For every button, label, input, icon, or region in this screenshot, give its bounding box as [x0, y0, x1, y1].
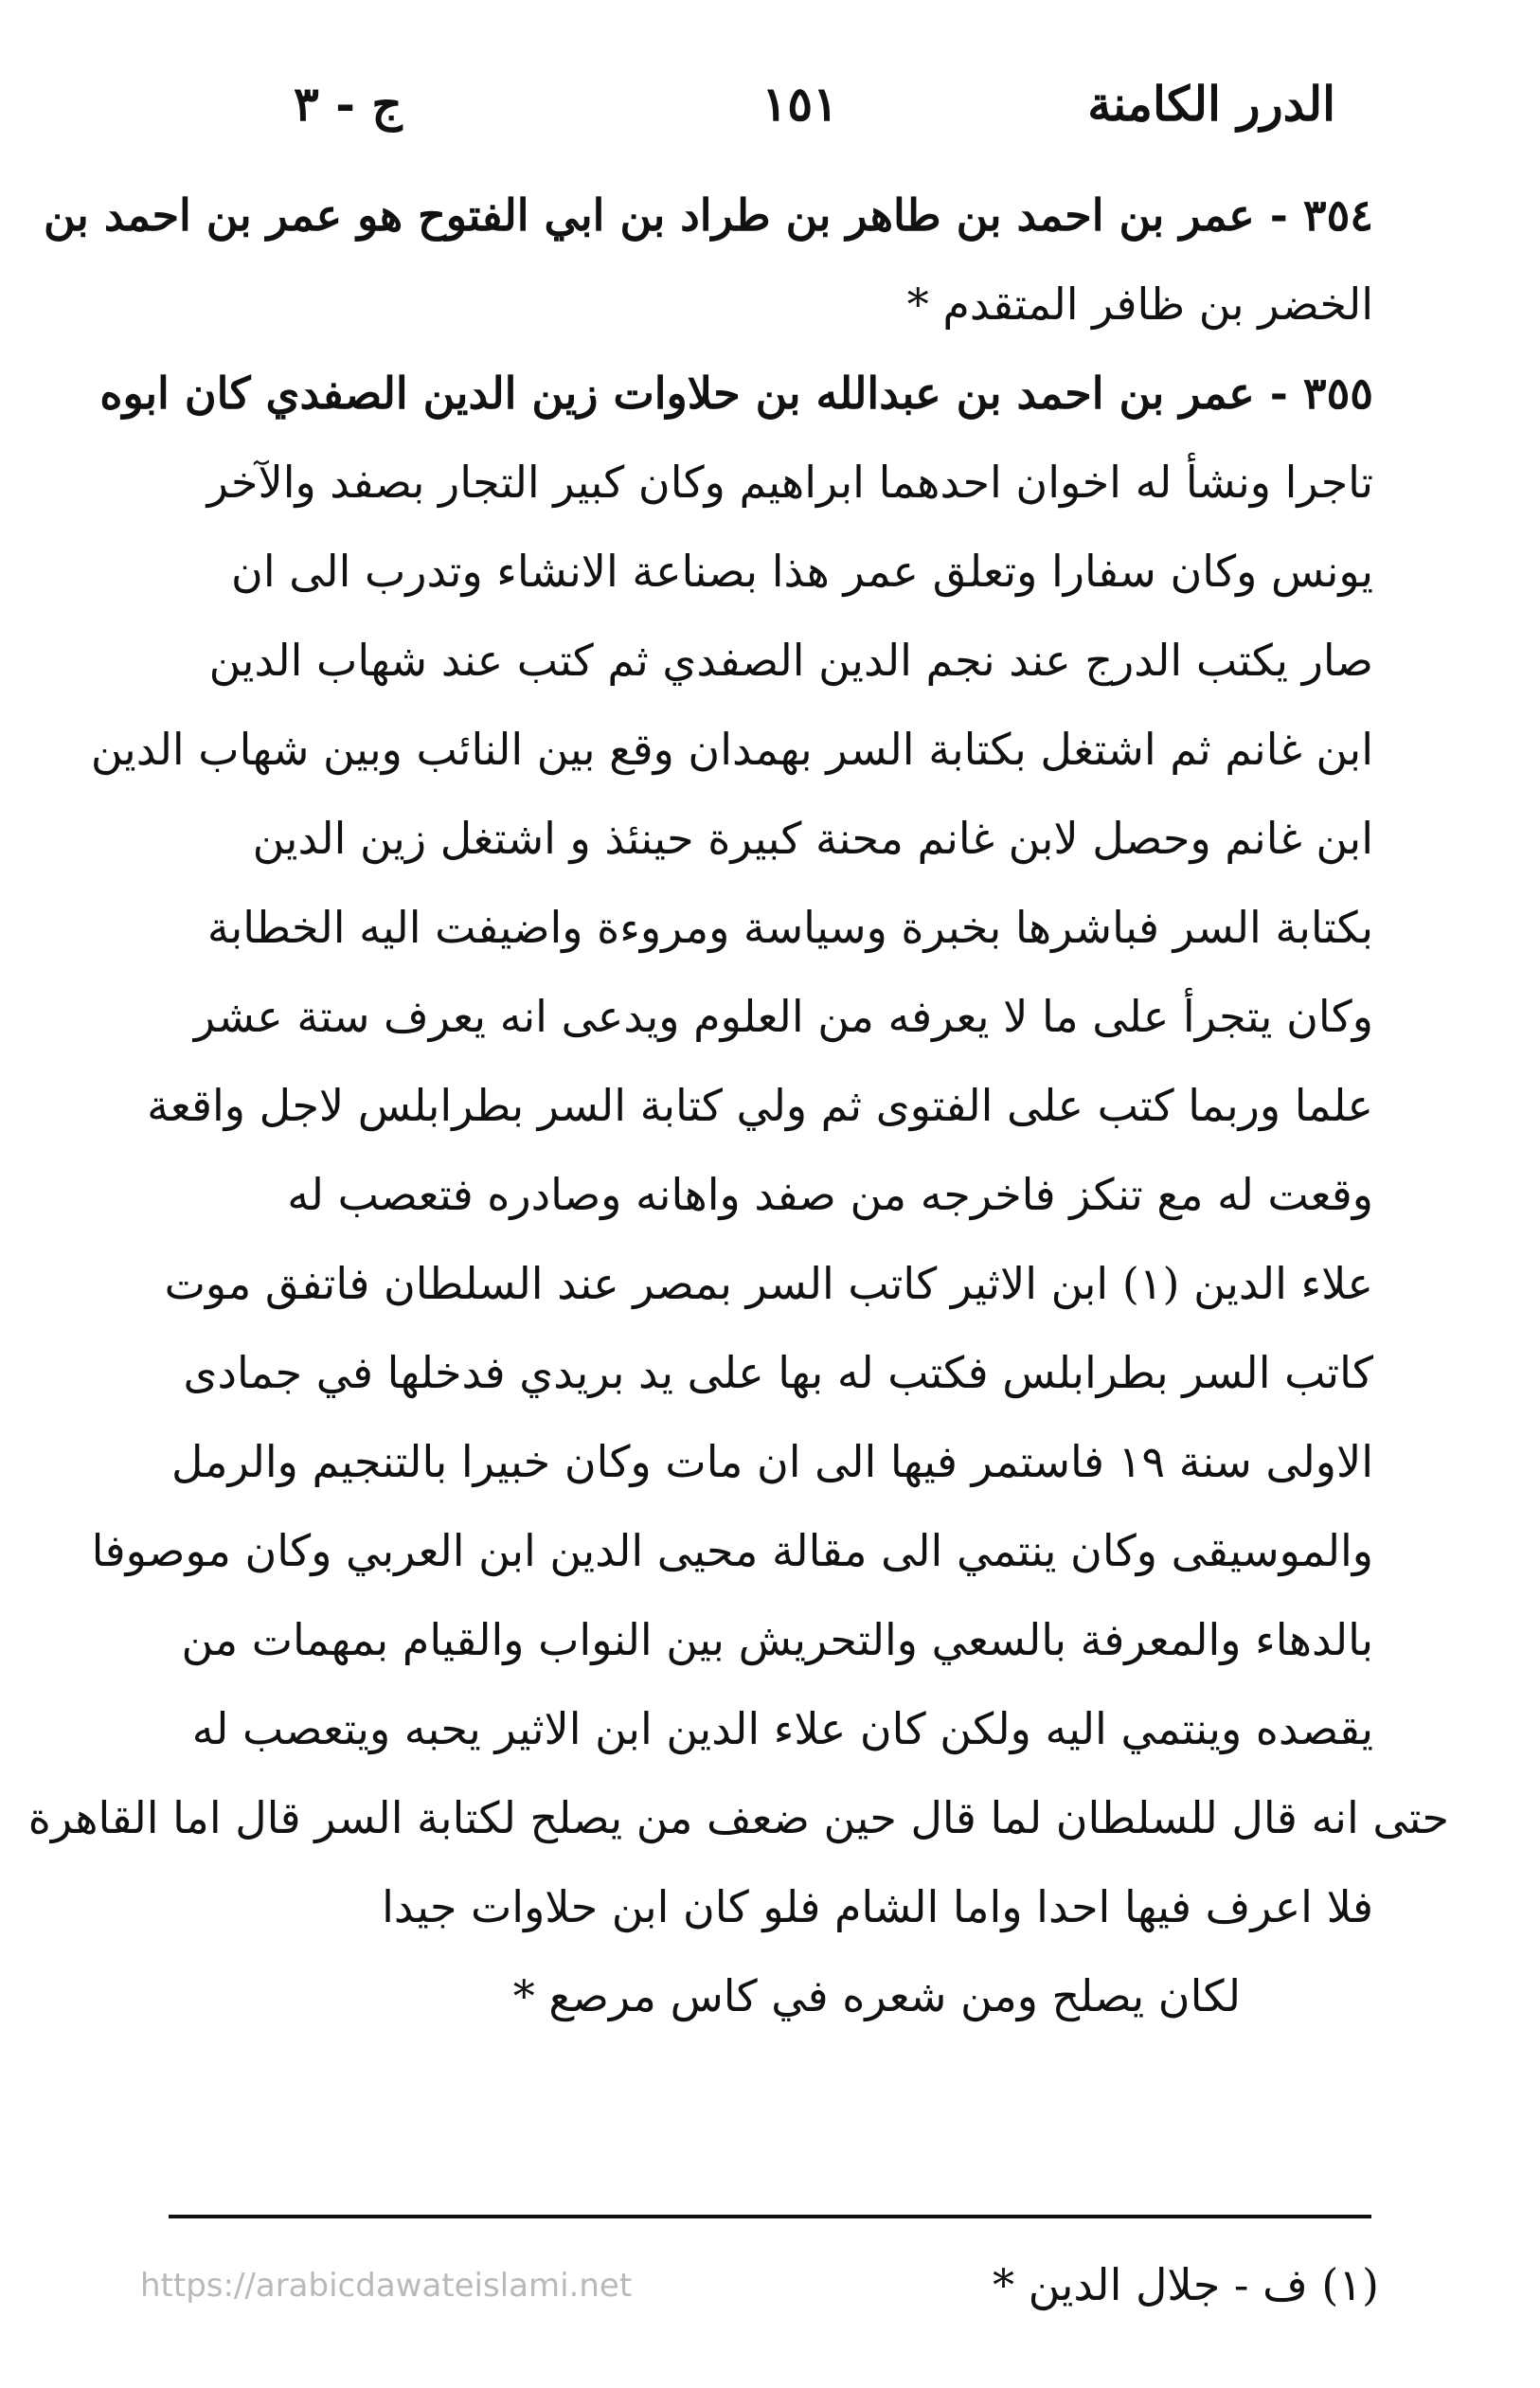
text-line: يونس وكان سفارا وتعلق عمر هذا بصناعة الانشاء وتدرب الى ان	[231, 546, 1373, 597]
text-line: الخضر بن ظافر المتقدم *	[906, 278, 1373, 330]
page-header	[265, 76, 1335, 152]
footnote-divider	[169, 2215, 1371, 2218]
text-line: بالدهاء والمعرفة بالسعي والتحريش بين النواب والقيام بمهمات من	[181, 1614, 1373, 1665]
running-title: الدرر الكامنة	[1087, 76, 1335, 132]
text-line: الاولى سنة ١٩ فاستمر فيها الى ان مات وكان خبيرا بالتنجيم والرمل	[170, 1436, 1373, 1487]
text-line: ابن غانم وحصل لابن غانم محنة كبيرة حينئذ و اشتغل زين الدين	[252, 813, 1373, 864]
text-line: بكتابة السر فباشرها بخبرة وسياسة ومروءة واضيفت اليه الخطابة	[206, 902, 1373, 953]
watermark-url: https://arabicdawateislami.net	[140, 2267, 633, 2305]
text-line: والموسيقى وكان ينتمي الى مقالة محيى الدين ابن العربي وكان موصوفا	[91, 1525, 1373, 1576]
text-line: فلا اعرف فيها احدا واما الشام فلو كان ابن حلاوات جيدا	[382, 1881, 1373, 1932]
text-line: وقعت له مع تنكز فاخرجه من صفد واهانه وصادره فتعصب له	[287, 1169, 1373, 1220]
text-line: يقصده وينتمي اليه ولكن كان علاء الدين ابن الاثير يحبه ويتعصب له	[191, 1703, 1373, 1754]
text-line: كاتب السر بطرابلس فكتب له بها على يد بريدي فدخلها في جمادى	[183, 1347, 1373, 1398]
text-line: علما وربما كتب على الفتوى ثم ولي كتابة السر بطرابلس لاجل واقعة	[147, 1080, 1373, 1131]
text-line: تاجرا ونشأ له اخوان احدهما ابراهيم وكان كبير التجار بصفد والآخر	[206, 457, 1373, 508]
entry-354-line: ٣٥٤ - عمر بن احمد بن طاهر بن طراد بن ابي الفتوح هو عمر بن احمد بن	[44, 189, 1373, 241]
text-line: صار يكتب الدرج عند نجم الدين الصفدي ثم كتب عند شهاب الدين	[208, 635, 1373, 686]
main-text	[27, 171, 1449, 2040]
text-line: حتى انه قال للسلطان لما قال حين ضعف من يصلح لكتابة السر قال اما القاهرة	[27, 1792, 1449, 1843]
text-line: ابن غانم ثم اشتغل بكتابة السر بهمدان وقع بين النائب وبين شهاب الدين	[90, 724, 1373, 775]
text-line: لكان يصلح ومن شعره في كاس مرصع *	[512, 1970, 1241, 2021]
text-line: وكان يتجرأ على ما لا يعرفه من العلوم ويدعى انه يعرف ستة عشر	[193, 991, 1373, 1042]
footnote: (١) ف - جلال الدين *	[992, 2259, 1379, 2310]
volume-label: ج - ٣	[294, 76, 403, 132]
text-line: علاء الدين (١) ابن الاثير كاتب السر بمصر عند السلطان فاتفق موت	[164, 1258, 1373, 1309]
entry-355-line: ٣٥٥ - عمر بن احمد بن عبدالله بن حلاوات زين الدين الصفدي كان ابوه	[99, 368, 1373, 419]
page-number: ١٥١	[761, 76, 838, 132]
